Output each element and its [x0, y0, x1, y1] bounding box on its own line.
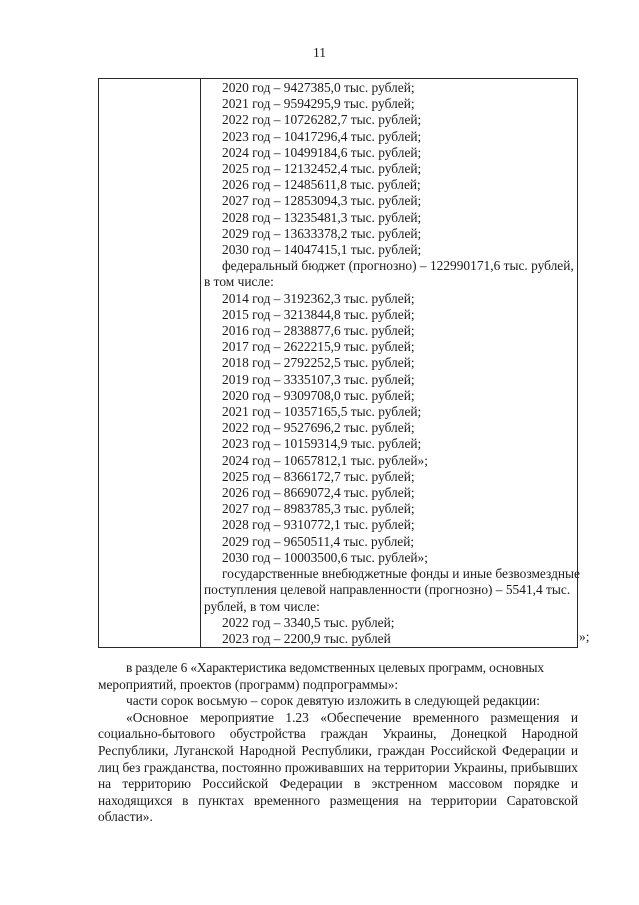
section-reference: в разделе 6 «Характеристика ведомственных целевых программ, основных	[126, 660, 544, 675]
federal-budget-intro-cont: в том числе:	[204, 274, 274, 290]
extrabudgetary-funds-intro-cont: поступления целевой направленности (прогнозно) – 5541,4 тыс.	[204, 582, 571, 598]
funds-year-line: 2022 год – 3340,5 тыс. рублей;	[222, 614, 395, 630]
federal-year-line: 2024 год – 10657812,1 тыс. рублей»;	[222, 452, 428, 468]
parts-instruction: части сорок восьмую – сорок девятую изложить в следующей редакции:	[126, 693, 540, 709]
amendment-text	[98, 660, 578, 826]
federal-year-line: 2026 год – 8669072,4 тыс. рублей;	[222, 485, 415, 501]
federal-year-line: 2021 год – 10357165,5 тыс. рублей;	[222, 404, 422, 420]
federal-year-line: 2015 год – 3213844,8 тыс. рублей;	[222, 306, 415, 322]
federal-year-line: 2028 год – 9310772,1 тыс. рублей;	[222, 517, 415, 533]
federal-budget-intro: федеральный бюджет (прогнозно) – 122990171,6 тыс. рублей,	[222, 258, 574, 274]
funds-year-line: 2023 год – 2200,9 тыс. рублей	[222, 630, 391, 646]
section-reference-cont: мероприятий, проектов (программ) подпрограммы»:	[98, 676, 399, 692]
regional-year-line: 2028 год – 13235481,3 тыс. рублей;	[222, 209, 422, 225]
regional-year-line: 2026 год – 12485611,8 тыс. рублей;	[222, 177, 421, 193]
closing-quote-mark: »;	[579, 629, 590, 644]
regional-year-line: 2020 год – 9427385,0 тыс. рублей;	[222, 80, 415, 95]
regional-year-line: 2024 год – 10499184,6 тыс. рублей;	[222, 144, 422, 160]
federal-year-line: 2030 год – 10003500,6 тыс. рублей»;	[222, 549, 428, 565]
federal-year-line: 2019 год – 3335107,3 тыс. рублей;	[222, 371, 415, 387]
regional-year-line: 2025 год – 12132452,4 тыс. рублей;	[222, 161, 422, 177]
extrabudgetary-funds-intro-cont: рублей, в том числе:	[204, 598, 320, 614]
regional-year-line: 2027 год – 12853094,3 тыс. рублей;	[222, 193, 422, 209]
regional-year-line: 2030 год – 14047415,1 тыс. рублей;	[222, 242, 422, 258]
federal-year-line: 2016 год – 2838877,6 тыс. рублей;	[222, 323, 415, 339]
page-number: 11	[313, 45, 326, 60]
extrabudgetary-funds-intro: государственные внебюджетные фонды и иные безвозмездные	[222, 566, 581, 582]
financing-table-content	[201, 80, 581, 647]
measure-paragraph: «Основное мероприятие 1.23 «Обеспечение временного размещения и социально-бытового обустройства граждан Украины, Донецкой Народной Республики, Луганской Народной Республики, граждан Российской Федерации и лиц без гражданства, постоянно проживавших на территории Украины, прибывших на территорию Российской Федерации в экстренном массовом порядке и находящихся в пунктах временного размещения на территории Саратовской области».	[98, 709, 578, 825]
federal-year-line: 2014 год – 3192362,3 тыс. рублей;	[222, 290, 415, 306]
federal-year-line: 2027 год – 8983785,3 тыс. рублей;	[222, 501, 415, 517]
regional-year-line: 2029 год – 13633378,2 тыс. рублей;	[222, 225, 422, 241]
federal-year-line: 2017 год – 2622215,9 тыс. рублей;	[222, 339, 415, 355]
regional-year-line: 2021 год – 9594295,9 тыс. рублей;	[222, 96, 415, 112]
federal-year-line: 2020 год – 9309708,0 тыс. рублей;	[222, 387, 415, 403]
federal-year-line: 2018 год – 2792252,5 тыс. рублей;	[222, 355, 415, 371]
federal-year-line: 2025 год – 8366172,7 тыс. рублей;	[222, 468, 415, 484]
regional-year-line: 2022 год – 10726282,7 тыс. рублей;	[222, 112, 422, 128]
federal-year-line: 2023 год – 10159314,9 тыс. рублей;	[222, 436, 422, 452]
federal-year-line: 2022 год – 9527696,2 тыс. рублей;	[222, 420, 415, 436]
regional-year-line: 2023 год – 10417296,4 тыс. рублей;	[222, 128, 422, 144]
federal-year-line: 2029 год – 9650511,4 тыс. рублей;	[222, 533, 415, 549]
